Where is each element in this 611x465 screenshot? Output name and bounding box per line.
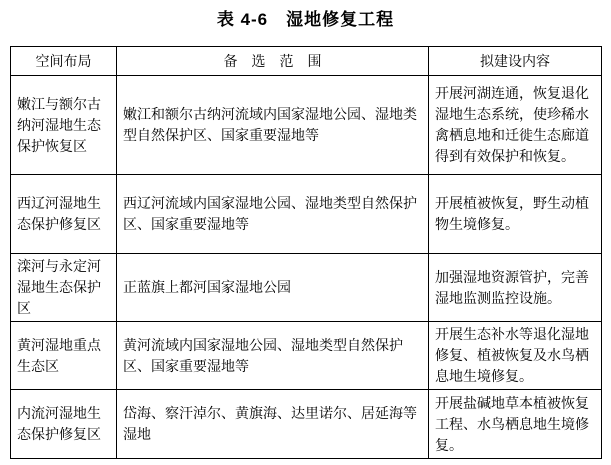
wetland-restoration-table	[10, 46, 602, 459]
cell-planned-content: 开展盐碱地草本植被恢复工程、水鸟栖息地生境修复。	[429, 390, 602, 459]
table-title: 表 4-6 湿地修复工程	[216, 10, 395, 29]
table-row	[11, 76, 602, 175]
cell-spatial-layout: 黄河湿地重点生态区	[11, 322, 117, 390]
table-row	[11, 175, 602, 254]
header-planned-content: 拟建设内容	[429, 47, 602, 76]
cell-candidate-scope: 西辽河流域内国家湿地公园、湿地类型自然保护区、国家重要湿地等	[117, 175, 429, 254]
cell-candidate-scope: 岱海、察汗淖尔、黄旗海、达里诺尔、居延海等湿地	[117, 390, 429, 459]
cell-spatial-layout: 滦河与永定河湿地生态保护区	[11, 254, 117, 322]
cell-candidate-scope: 嫩江和额尔古纳河流域内国家湿地公园、湿地类型自然保护区、国家重要湿地等	[117, 76, 429, 175]
cell-spatial-layout: 嫩江与额尔古纳河湿地生态保护恢复区	[11, 76, 117, 175]
cell-planned-content: 开展植被恢复，野生动植物生境修复。	[429, 175, 602, 254]
cell-planned-content: 开展河湖连通，恢复退化湿地生态系统，使珍稀水禽栖息地和迁徙生态廊道得到有效保护和恢复。	[429, 76, 602, 175]
table-row	[11, 390, 602, 459]
table-header-row	[11, 47, 602, 76]
table-row	[11, 322, 602, 390]
table-row	[11, 254, 602, 322]
cell-candidate-scope: 黄河流域内国家湿地公园、湿地类型自然保护区、国家重要湿地等	[117, 322, 429, 390]
header-spatial-layout: 空间布局	[11, 47, 117, 76]
cell-spatial-layout: 内流河湿地生态保护修复区	[11, 390, 117, 459]
cell-spatial-layout: 西辽河湿地生态保护修复区	[11, 175, 117, 254]
cell-planned-content: 开展生态补水等退化湿地修复、植被恢复及水鸟栖息地生境修复。	[429, 322, 602, 390]
cell-planned-content: 加强湿地资源管护，完善湿地监测监控设施。	[429, 254, 602, 322]
cell-candidate-scope: 正蓝旗上都河国家湿地公园	[117, 254, 429, 322]
header-candidate-scope: 备 选 范 围	[117, 47, 429, 76]
